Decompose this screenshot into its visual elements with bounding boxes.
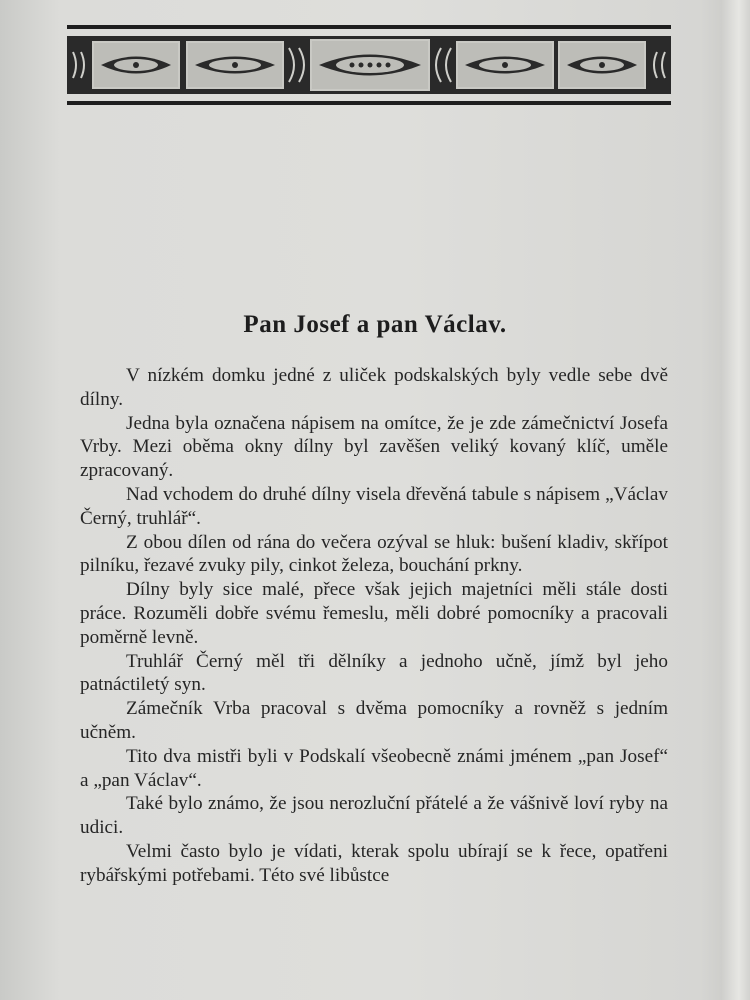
decorative-header-band-icon <box>67 22 671 108</box>
paragraph: Také bylo známo, že jsou nerozluční přátelé a že vášnivě loví ryby na udici. <box>80 793 668 839</box>
paragraph: Dílny byly sice malé, přece však jejich majetníci měli stále dosti práce. Rozuměli dobře svému řemeslu, měli dobré pomocníky a pracovali poměrně levně. <box>80 579 668 648</box>
paragraph: Truhlář Černý měl tři dělníky a jednoho učně, jímž byl jeho patnáctiletý syn. <box>80 650 668 696</box>
paragraph: Nad vchodem do druhé dílny visela dřevěná tabule s nápisem „Václav Černý, truhlář“. <box>80 483 668 529</box>
page-edge <box>722 0 750 1000</box>
paragraph: V nízkém domku jedné z uliček podskalských byly vedle sebe dvě dílny. <box>80 365 668 410</box>
paragraph: Velmi často bylo je vídati, kterak spolu ubírají se k řece, opatřeni rybářskými potřebami. Této své libůstce <box>80 840 668 886</box>
paragraph: Zámečník Vrba pracoval s dvěma pomocníky a rovněž s jedním učněm. <box>80 698 668 743</box>
paragraph: Jedna byla označena nápisem na omítce, že je zde zámečnictví Josefa Vrby. Mezi oběma okny dílny byl zavěšen veliký kovaný klíč, uměle zpracovaný. <box>80 412 668 482</box>
chapter-title: Pan Josef a pan Václav. <box>243 311 507 338</box>
paragraph: Tito dva mistři byli v Podskalí všeobecně známi jménem „pan Josef“ a „pan Václav“. <box>80 745 668 791</box>
paragraph: Z obou dílen od rána do večera ozýval se hluk: bušení kladiv, skřípot pilníku, řezavé zvuky pily, cinkot železa, bouchání prkny. <box>80 531 668 577</box>
chapter-body <box>80 364 668 888</box>
